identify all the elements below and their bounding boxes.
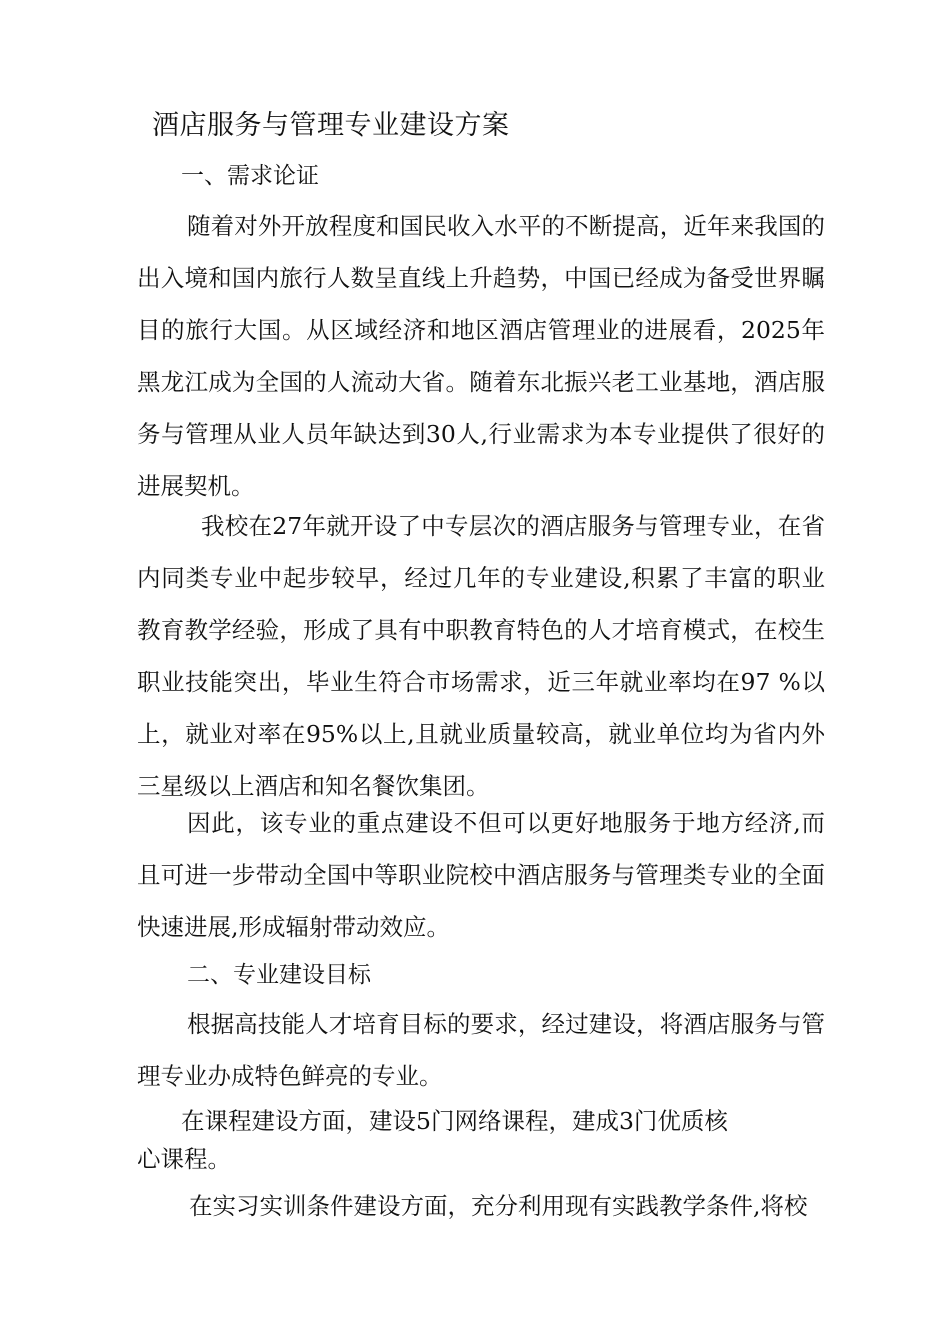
paragraph-conclusion: 因此，该专业的重点建设不但可以更好地服务于地方经济,而且可进一步带动全国中等职业院校中酒店服务与管理类专业的全面快速进展,形成辐射带动效应。 [137,809,825,941]
paragraph-goals-intro: 根据高技能人才培育目标的要求，经过建设，将酒店服务与管理专业办成特色鲜亮的专业。 [137,1010,825,1090]
section-heading-goals: 二、专业建设目标 [187,962,371,988]
paragraph-demand-background: 随着对外开放程度和国民收入水平的不断提高，近年来我国的出入境和国内旅行人数呈直线上升趋势，中国已经成为备受世界瞩目的旅行大国。从区域经济和地区酒店管理业的进展看，2025年黑龙江成为全国的人流动大省。随着东北振兴老工业基地，酒店服务与管理从业人员年缺达到30人,行业需求为本专业提供了很好的进展契机。 [137,212,825,500]
paragraph-course-building-line1: 在课程建设方面，建设5门网络课程，建成3门优质核 [181,1107,728,1135]
document-title: 酒店服务与管理专业建设方案 [152,110,510,141]
paragraph-course-building [137,1102,825,1178]
section-heading-demand: 一、需求论证 [181,163,319,189]
paragraph-school-history: 我校在27年就开设了中专层次的酒店服务与管理专业，在省内同类专业中起步较早，经过几年的专业建设,积累了丰富的职业教育教学经验，形成了具有中职教育特色的人才培育模式，在校生职业技能突出，毕业生符合市场需求，近三年就业率均在97 %以上，就业对率在95%以上,且就业质量较高，就业单位均为省内外三星级以上酒店和知名餐饮集团。 [137,512,825,800]
paragraph-course-building-line2: 心课程。 [137,1145,231,1173]
paragraph-training-conditions: 在实习实训条件建设方面，充分利用现有实践教学条件,将校 [189,1192,808,1220]
